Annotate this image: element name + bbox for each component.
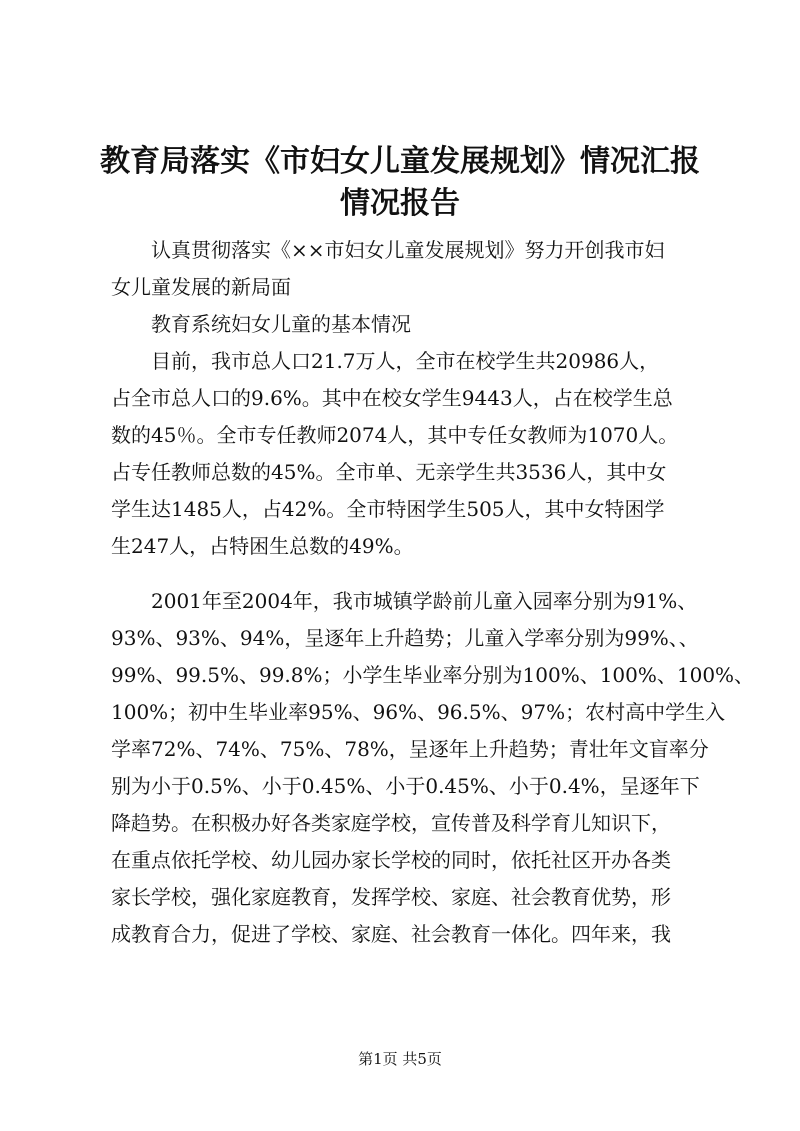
- paragraph-line: 数的45％。全市专任教师2074人，其中专任女教师为1070人。: [111, 423, 679, 447]
- paragraph-line: 学生达1485人，占42%。全市特困学生505人，其中女特困学: [111, 497, 665, 521]
- paragraph-line: 教育系统妇女儿童的基本情况: [151, 312, 411, 336]
- paragraph-line: 100%；初中生毕业率95%、96%、96.5%、97%；农村高中学生入: [111, 700, 726, 724]
- paragraph-line: 目前，我市总人口21.7万人，全市在校学生共20986人，: [151, 349, 660, 373]
- document-title-line-1: 教育局落实《市妇女儿童发展规划》情况汇报: [100, 144, 700, 179]
- paragraph-intro: [111, 232, 701, 306]
- paragraph-line: 2001年至2004年，我市城镇学龄前儿童入园率分别为91%、: [151, 589, 698, 613]
- page-footer: 第1页 共5页: [358, 1050, 442, 1068]
- paragraph-line: 女儿童发展的新局面: [111, 275, 291, 299]
- paragraph-line: 别为小于0.5%、小于0.45%、小于0.45%、小于0.4%，呈逐年下: [111, 774, 700, 798]
- paragraph-line: 99%、99.5%、99.8%；小学生毕业率分别为100%、100%、100%、: [111, 663, 755, 687]
- paragraph-line: 成教育合力，促进了学校、家庭、社会教育一体化。四年来，我: [111, 922, 671, 946]
- paragraph-line: 认真贯彻落实《××市妇女儿童发展规划》努力开创我市妇: [151, 238, 665, 262]
- section-heading: [111, 306, 701, 343]
- paragraph-line: 生247人，占特困生总数的49%。: [111, 534, 414, 558]
- paragraph-line: 在重点依托学校、幼儿园办家长学校的同时，依托社区开办各类: [111, 848, 671, 872]
- paragraph-statistics: [111, 343, 701, 565]
- paragraph-line: 降趋势。在积极办好各类家庭学校，宣传普及科学育儿知识下，: [111, 811, 671, 835]
- paragraph-line: 学率72%、74%、75%、78%，呈逐年上升趋势；青壮年文盲率分: [111, 737, 709, 761]
- paragraph-rates: [111, 583, 755, 953]
- document-title-line-2: 情况报告: [340, 186, 460, 221]
- paragraph-line: 占全市总人口的9.6%。其中在校女学生9443人，占在校学生总: [111, 386, 673, 410]
- paragraph-line: 93%、93%、94%，呈逐年上升趋势；儿童入学率分别为99%、、: [111, 626, 699, 650]
- paragraph-line: 占专任教师总数的45%。全市单、无亲学生共3536人，其中女: [111, 460, 667, 484]
- paragraph-line: 家长学校，强化家庭教育，发挥学校、家庭、社会教育优势，形: [111, 885, 671, 909]
